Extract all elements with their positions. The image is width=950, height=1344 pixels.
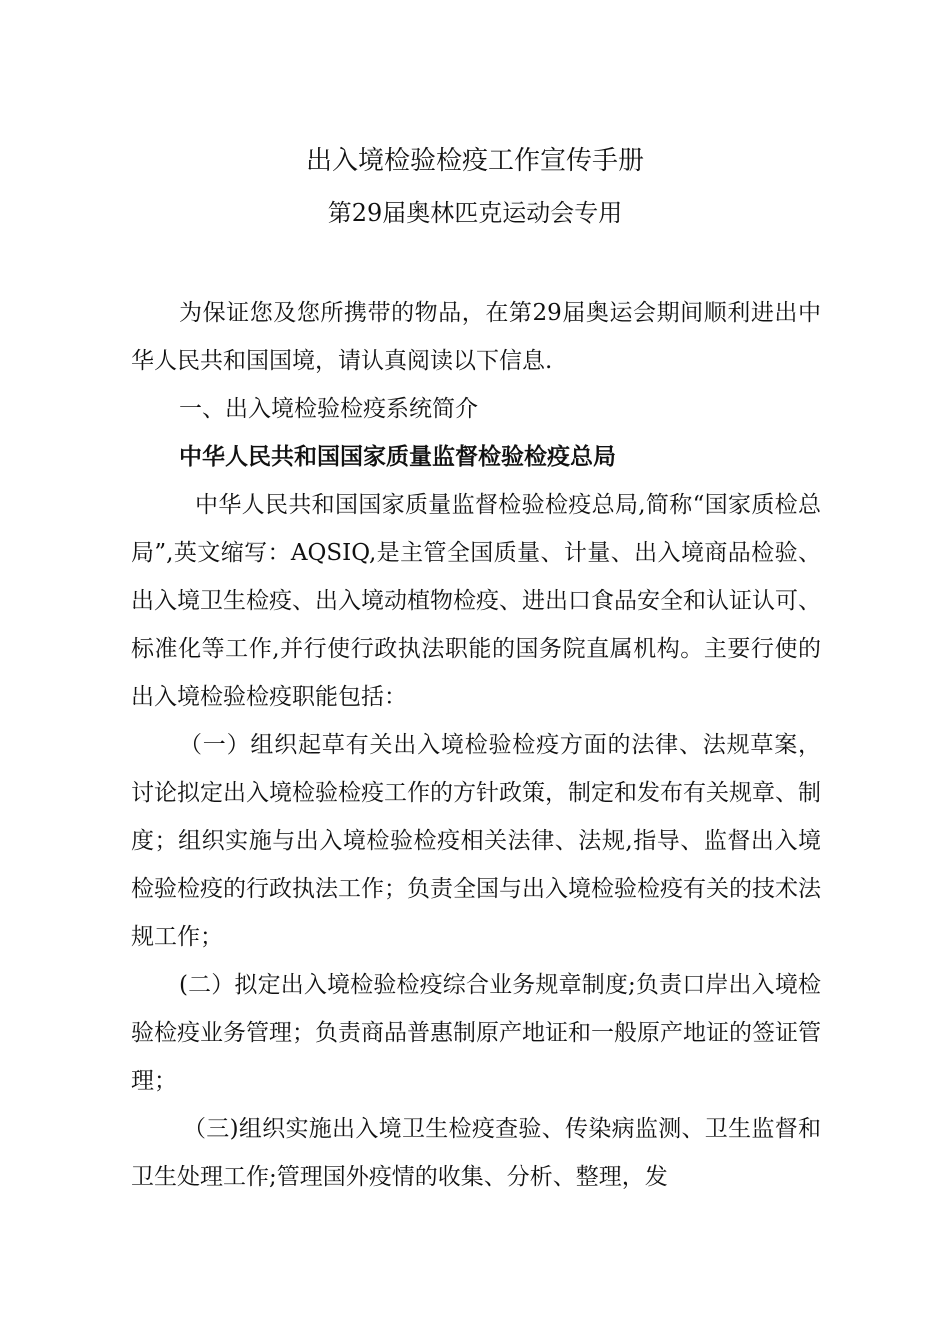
intro-paragraph: 为保证您及您所携带的物品，在第29届奥运会期间顺利进出中华人民共和国国境，请认真阅读以下信息.: [131, 300, 821, 374]
document-subtitle: 第29届奥林匹克运动会专用: [327, 199, 623, 227]
document-body: [131, 289, 821, 1201]
paragraph-aqsiq: 中华人民共和国国家质量监督检验检疫总局,简称“国家质检总局”,英文缩写：AQSIQ,是主管全国质量、计量、出入境商品检验、出入境卫生检疫、出入境动植物检疫、进出口食品安全和认证认可、标准化等工作,并行使行政执法职能的国务院直属机构。主要行使的出入境检验检疫职能包括：: [131, 492, 821, 710]
bold-heading: 中华人民共和国国家质量监督检验检疫总局: [179, 444, 616, 470]
item-2-paragraph: (二）拟定出入境检验检疫综合业务规章制度;负责口岸出入境检验检疫业务管理；负责商品普惠制原产地证和一般原产地证的签证管理；: [131, 972, 821, 1094]
section-heading: 一、出入境检验检疫系统简介: [179, 396, 478, 422]
item-1-paragraph: （一）组织起草有关出入境检验检疫方面的法律、法规草案，讨论拟定出入境检验检疫工作的方针政策，制定和发布有关规章、制度；组织实施与出入境检验检疫相关法律、法规,指导、监督出入境检验检疫的行政执法工作；负责全国与出入境检验检疫有关的技术法规工作；: [131, 732, 821, 950]
document-title: 出入境检验检疫工作宣传手册: [305, 146, 644, 176]
item-3-paragraph: （三)组织实施出入境卫生检疫查验、传染病监测、卫生监督和卫生处理工作;管理国外疫情的收集、分析、整理，发: [131, 1116, 821, 1190]
